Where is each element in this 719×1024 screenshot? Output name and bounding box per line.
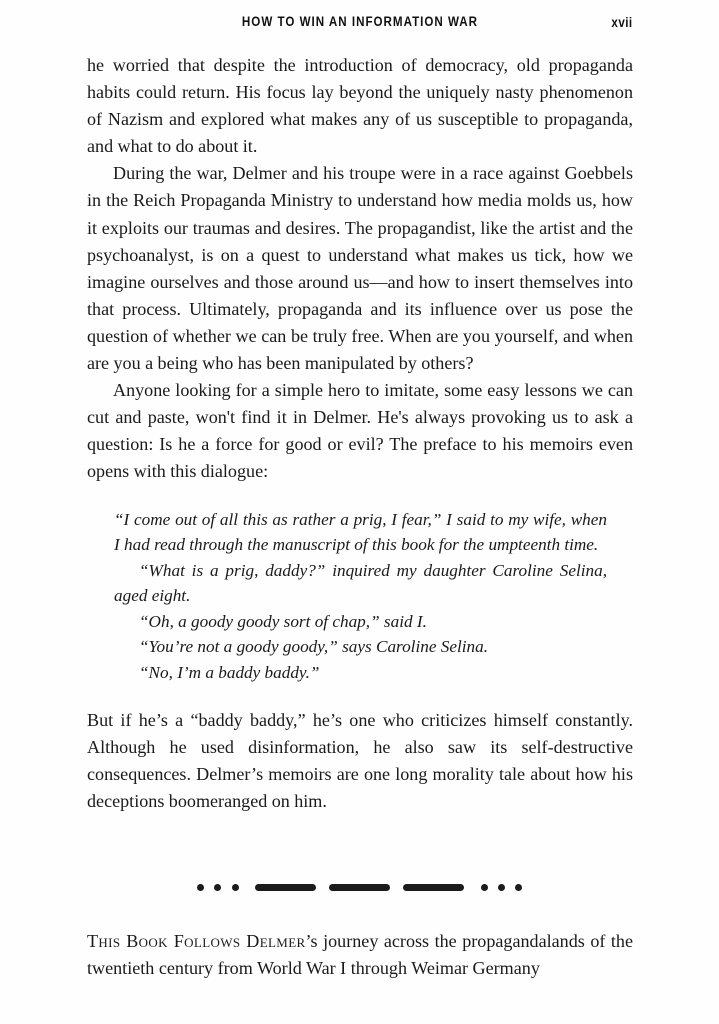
ornament-dash-icon — [255, 884, 316, 891]
body-paragraph: During the war, Delmer and his troupe were in a race against Goebbels in the Reich Propaganda Ministry to understand how media molds us, how it exploits our traumas and desires. The propagandist, like the artist and the psychoanalyst, is on a quest to understand what makes us tick, how we imagine ourselves and those around us—and how to insert themselves into that process. Ultimately, propaganda and its influence over us pose the question of whether we can be truly free. When are you yourself, and when are you a being who has been manipulated by others? — [87, 163, 633, 374]
page-number: xvii — [611, 15, 633, 30]
closing-paragraph-block — [87, 928, 633, 982]
text-column — [87, 52, 633, 815]
closing-paragraph — [87, 928, 633, 982]
section-break-ornament — [0, 880, 719, 894]
body-paragraph: he worried that despite the introduction of democracy, old propaganda habits could return. His focus lay beyond the uniquely nasty phenomenon of Nazism and explored what makes any of us susceptible to propaganda, and what to do about it. — [87, 55, 633, 157]
body-paragraph: Anyone looking for a simple hero to imitate, some easy lessons we can cut and paste, won't find it in Delmer. He's always provoking us to ask a question: Is he a force for good or evil? The preface to his memoirs even opens with this dialogue: — [87, 380, 633, 482]
ornament-dot-icon — [232, 884, 239, 891]
block-quote — [87, 507, 633, 686]
quote-line: “Oh, a goody goody sort of chap,” said I. — [139, 611, 427, 631]
quote-line: “No, I’m a baddy baddy.” — [139, 663, 320, 683]
body-paragraph: But if he’s a “baddy baddy,” he’s one who criticizes himself constantly. Although he used disinformation, he also saw its self-destructive consequences. Delmer’s memoirs are one long morality tale about how his deceptions boomeranged on him. — [87, 709, 633, 811]
running-head — [87, 14, 633, 36]
small-caps-lead-in: This Book Follows Delmer — [87, 931, 306, 951]
running-head-title: HOW TO WIN AN INFORMATION WAR — [241, 14, 479, 29]
ornament-dot-icon — [515, 884, 522, 891]
ornament-dot-icon — [214, 884, 221, 891]
closing-paragraph-rest: ’s journey across the propagandalands of the twentieth century from World War I through Weimar Germany — [87, 931, 634, 979]
ornament-dot-icon — [481, 884, 488, 891]
quote-line: “What is a prig, daddy?” inquired my daughter Caroline Selina, aged eight. — [114, 560, 607, 606]
ornament-dot-icon — [498, 884, 505, 891]
quote-line: “You’re not a goody goody,” says Caroline Selina. — [139, 637, 489, 657]
ornament-dot-icon — [197, 884, 204, 891]
ornament-dash-icon — [329, 884, 390, 891]
quote-line: “I come out of all this as rather a prig, I fear,” I said to my wife, when I had read through the manuscript of this book for the umpteenth time. — [114, 509, 607, 555]
ornament-dash-icon — [403, 884, 464, 891]
